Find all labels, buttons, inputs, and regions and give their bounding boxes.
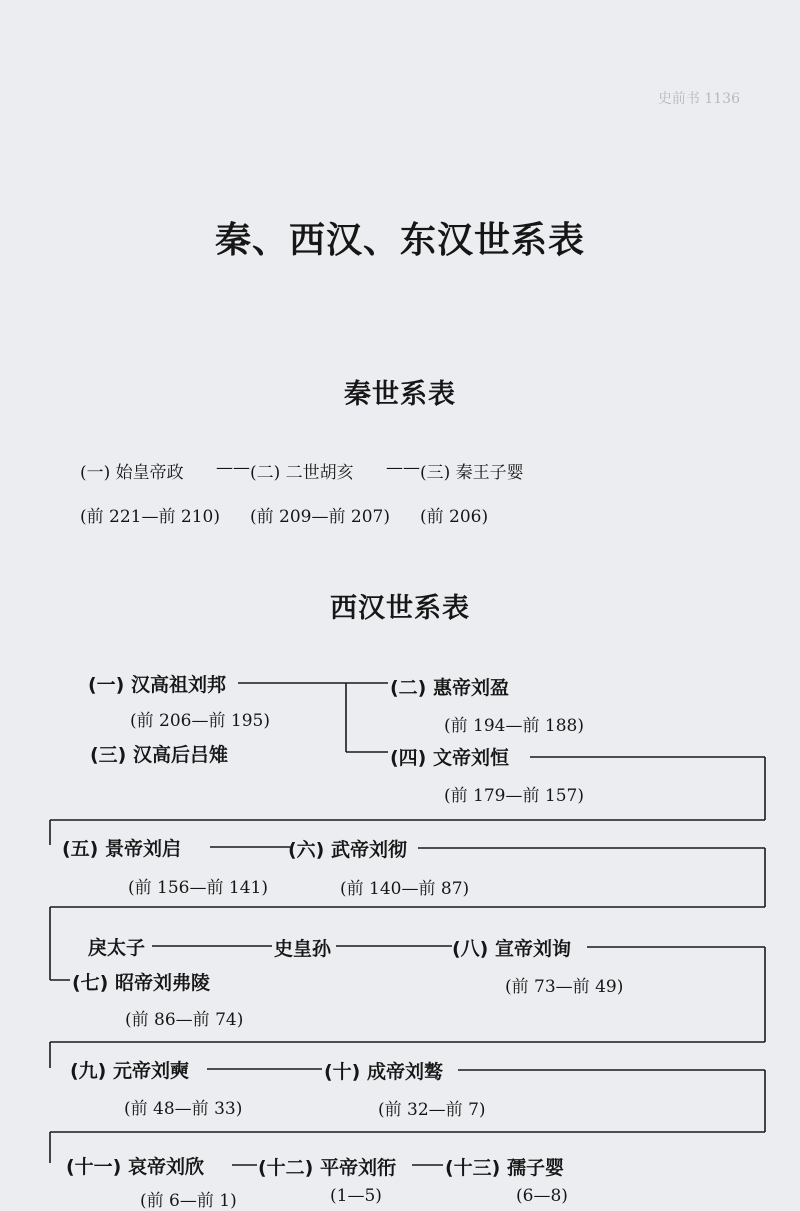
ruler-yuandi-years: (前 48—前 33) <box>124 1099 243 1119</box>
ruler-chengdi-years: (前 32—前 7) <box>378 1100 486 1120</box>
qin-ruler-1-years: (前 221—前 210) <box>80 507 220 527</box>
ruler-yuandi: (九) 元帝刘奭 <box>70 1060 189 1082</box>
ruler-ruzi-years: (6—8) <box>516 1186 568 1206</box>
ruler-litaizi: 戾太子 <box>88 937 146 959</box>
xihan-section-title: 西汉世系表 <box>330 593 470 624</box>
qin-connector-1: —— <box>216 458 250 478</box>
ruler-wendi-years: (前 179—前 157) <box>444 786 584 806</box>
ruler-wendi: (四) 文帝刘恒 <box>390 747 509 769</box>
page-title: 秦、西汉、东汉世系表 <box>214 220 585 261</box>
ruler-aidi-years: (前 6—前 1) <box>140 1191 237 1211</box>
ruler-huidi: (二) 惠帝刘盈 <box>390 677 509 699</box>
ruler-wudi-years: (前 140—前 87) <box>340 879 470 899</box>
page-header: 史前书 1136 <box>657 91 740 107</box>
ruler-aidi: (十一) 哀帝刘欣 <box>66 1156 204 1178</box>
ruler-zhaodi-years: (前 86—前 74) <box>125 1010 244 1030</box>
ruler-wudi: (六) 武帝刘彻 <box>288 839 407 861</box>
qin-ruler-3: (三) 秦王子婴 <box>420 463 524 483</box>
ruler-gaozu: (一) 汉高祖刘邦 <box>88 674 226 696</box>
ruler-shihuangsun: 史皇孙 <box>274 938 332 960</box>
qin-section-title: 秦世系表 <box>344 379 456 410</box>
ruler-xuandi: (八) 宣帝刘询 <box>452 938 571 960</box>
ruler-pingdi-years: (1—5) <box>330 1186 382 1206</box>
qin-ruler-3-years: (前 206) <box>420 507 489 527</box>
ruler-zhaodi: (七) 昭帝刘弗陵 <box>72 972 210 994</box>
ruler-lvhou: (三) 汉高后吕雉 <box>90 744 228 766</box>
ruler-jingdi: (五) 景帝刘启 <box>62 838 181 860</box>
ruler-xuandi-years: (前 73—前 49) <box>505 977 624 997</box>
ruler-ruzi: (十三) 孺子婴 <box>445 1157 564 1179</box>
ruler-pingdi: (十二) 平帝刘衎 <box>258 1157 396 1179</box>
qin-ruler-2: (二) 二世胡亥 <box>250 463 354 483</box>
qin-connector-2: —— <box>386 458 420 478</box>
qin-ruler-1: (一) 始皇帝政 <box>80 463 184 483</box>
ruler-huidi-years: (前 194—前 188) <box>444 716 584 736</box>
qin-ruler-2-years: (前 209—前 207) <box>250 507 390 527</box>
ruler-chengdi: (十) 成帝刘骜 <box>324 1061 443 1083</box>
ruler-jingdi-years: (前 156—前 141) <box>128 878 268 898</box>
ruler-gaozu-years: (前 206—前 195) <box>130 711 270 731</box>
